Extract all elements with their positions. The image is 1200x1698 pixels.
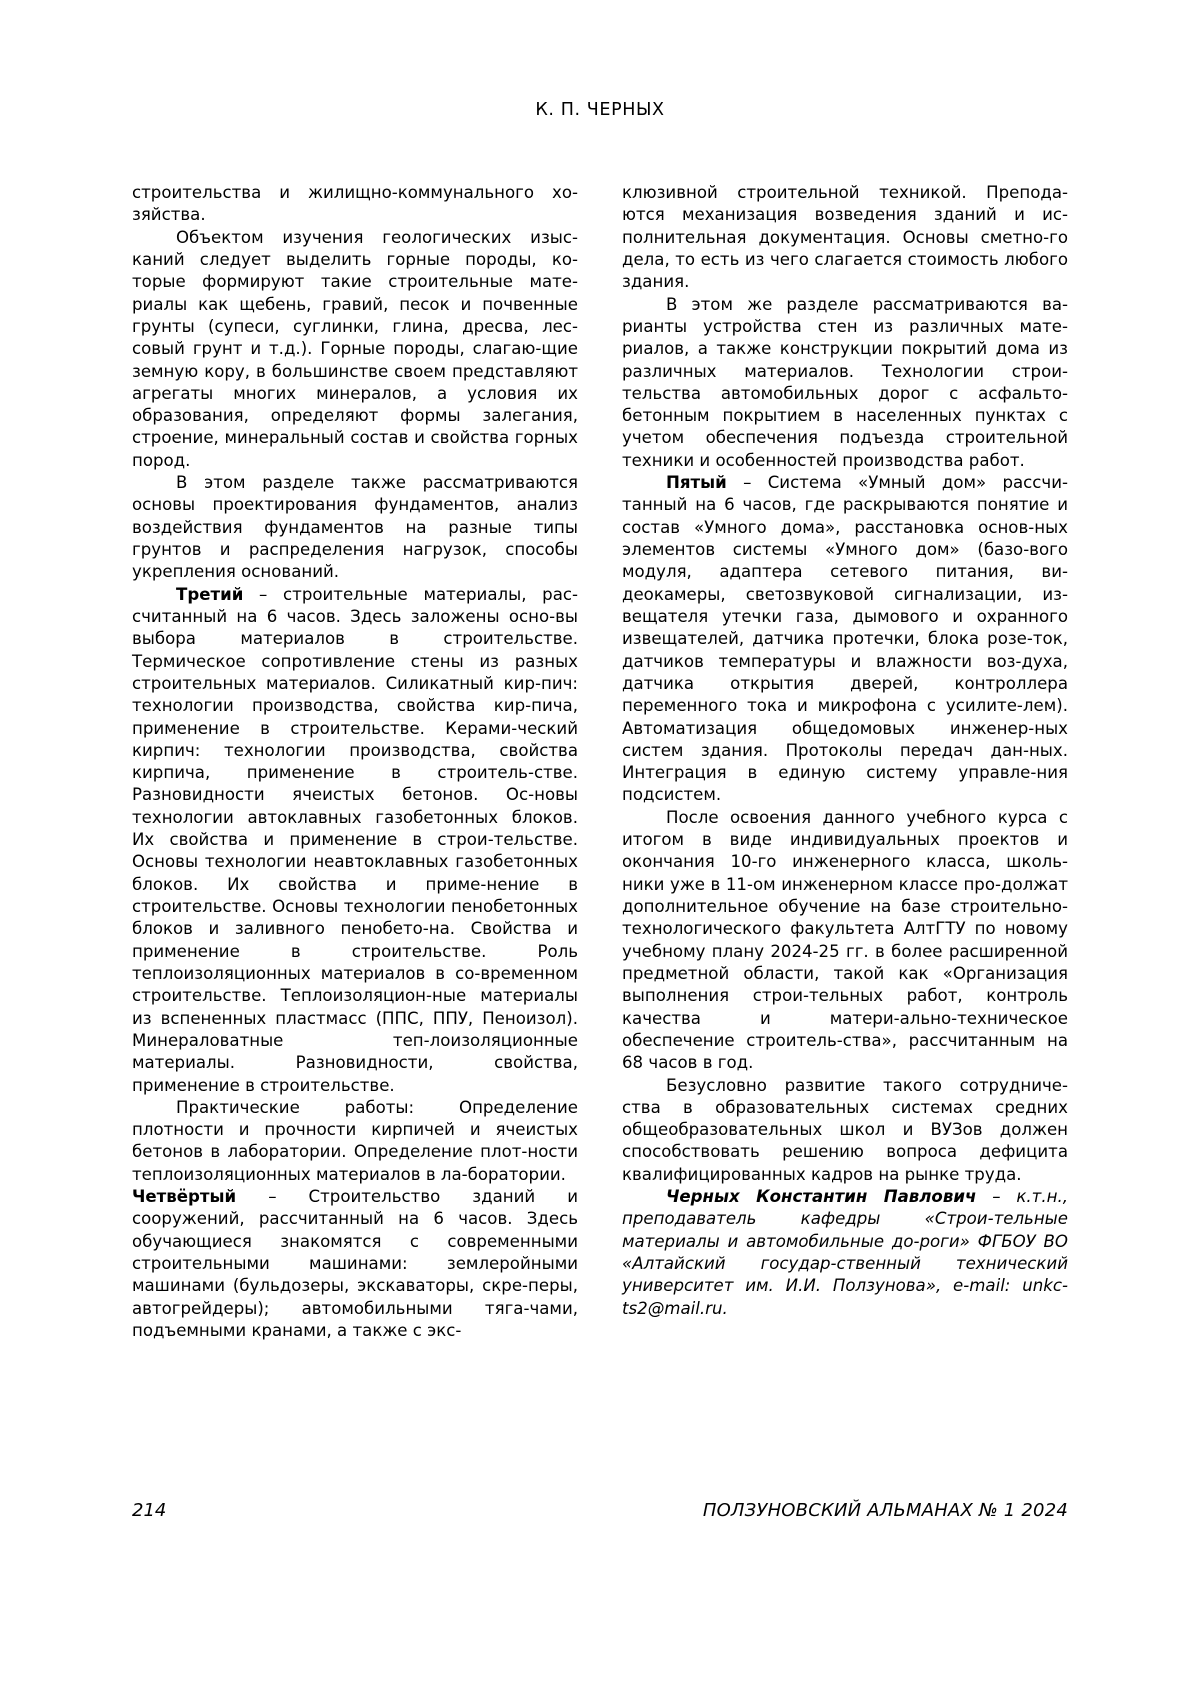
paragraph-text: – строительные материалы, рас-считанный на 6 часов. Здесь заложены осно-вы выбора материалов в строительстве. Термическое сопротивление стены из разных строительных материалов. Силикатный кир-пич: технологии производства, свойства кир-пича, применение в строительстве. Керами-ческий кирпич: технологии производства, свойства кирпича, применение в строитель-стве. Разновидности ячеистых бетонов. Ос-новы технологии автоклавных газобетонных блоков. Их свойства и применение в строи-тельстве. Основы технологии неавтоклавных газобетонных блоков. Их свойства и приме-нение в строительстве. Основы технологии пенобетонных блоков и заливного пенобето-на. Свойства и применение в строительстве. Роль теплоизоляционных материалов в со-временном строительстве. Теплоизоляцион-ные материалы из вспененных пластмасс (ППС, ППУ, Пеноизол). Минераловатные теп-лоизоляционные материалы. Разновидности, свойства, применение в строительстве. <box>132 584 578 1095</box>
paragraph: клюзивной строительной техникой. Препода-ются механизация возведения зданий и ис-полнительная документация. Основы сметно-го дела, то есть из чего слагается стоимость любого здания. <box>622 183 1068 292</box>
paragraph-section-third <box>132 584 578 1097</box>
paragraph: Объектом изучения геологических изыс-каний следует выделить горные породы, ко-торые формируют такие строительные мате-риалы как щебень, гравий, песок и почвенные грунты (супеси, суглинки, глина, дресва, лес-совый грунт и т.д.). Горные породы, слагаю-щие земную кору, в большинстве своем представляют агрегаты многих минералов, а условия их образования, определяют формы залегания, строение, минеральный состав и свойства горных пород. <box>132 227 578 470</box>
section-lead-label: Третий <box>176 584 244 604</box>
author-note <box>622 1186 1068 1320</box>
section-lead-label: Пятый <box>666 473 727 493</box>
paragraph-section-fourth <box>132 1186 578 1342</box>
paragraph: Практические работы: Определение плотности и прочности кирпичей и ячеистых бетонов в лаборатории. Определение плот-ности теплоизоляционных материалов в ла-боратории. <box>132 1097 578 1184</box>
paragraph-text: – Строительство зданий и сооружений, рассчитанный на 6 часов. Здесь обучающиеся знакомятся с современными строительными машинами: землеройными машинами (бульдозеры, экскаваторы, скре-перы, автогрейдеры); автомобильными тяга-чами, подъемными кранами, а также с экс- <box>132 1187 578 1340</box>
left-column <box>132 182 578 1342</box>
author-name: Черных Константин Павлович <box>666 1187 977 1207</box>
right-column <box>622 182 1068 1342</box>
running-head: К. П. ЧЕРНЫХ <box>535 100 665 120</box>
paragraph: строительства и жилищно-коммунального хо-зяйства. <box>132 183 578 225</box>
paragraph: В этом же разделе рассматриваются ва-рианты устройства стен из различных мате-риалов, а также конструкции покрытий дома из различных материалов. Технологии строи-тельства автомобильных дорог с асфальто-бетонным покрытием в населенных пунктах с учетом обеспечения подъезда строительной техники и особенностей производства работ. <box>622 294 1068 470</box>
author-affiliation: – к.т.н., преподаватель кафедры «Строи-тельные материалы и автомобильные до-роги» ФГБОУ ВО «Алтайский государ-ственный технический университет им. И.И. Ползунова», e-mail: unkc-ts2@mail.ru. <box>622 1187 1069 1318</box>
page-number: 214 <box>132 1500 167 1521</box>
journal-title: ПОЛЗУНОВСКИЙ АЛЬМАНАХ № 1 2024 <box>702 1500 1068 1521</box>
two-column-body <box>132 182 1068 1342</box>
section-lead-label: Четвёртый <box>132 1187 237 1207</box>
paragraph: Безусловно развитие такого сотрудниче-ства в образовательных системах средних общеобразовательных школ и ВУЗов должен способствовать решению вопроса дефицита квалифицированных кадров на рынке труда. <box>622 1075 1068 1184</box>
paragraph-section-fifth <box>622 472 1068 807</box>
paragraph: В этом разделе также рассматриваются основы проектирования фундаментов, анализ воздействия фундаментов на разные типы грунтов и распределения нагрузок, способы укрепления оснований. <box>132 473 578 582</box>
page-footer <box>132 1500 1068 1521</box>
paragraph-text: – Система «Умный дом» рассчи-танный на 6 часов, где раскрываются понятие и состав «Умного дома», расстановка основ-ных элементов системы «Умного дом» (базо-вого модуля, адаптера сетевого питания, ви-деокамеры, светозвуковой сигнализации, из-вещателя утечки газа, дымового и охранного извещателей, датчика протечки, блока розе-ток, датчиков температуры и влажности воз-духа, датчика открытия дверей, контроллера переменного тока и микрофона с усилите-лем). Автоматизация общедомовых инженер-ных систем здания. Протоколы передач дан-ных. Интеграция в единую систему управле-ния подсистем. <box>622 473 1068 805</box>
paragraph: После освоения данного учебного курса с итогом в виде индивидуальных проектов и окончания 10-го инженерного класса, школь-ники уже в 11-ом инженерном классе про-должат дополнительное обучение на базе строительно-технологического факультета АлтГТУ по новому учебному плану 2024-25 гг. в более расширенной предметной области, такой как «Организация выполнения строи-тельных работ, контроль качества и матери-ально-техническое обеспечение строитель-ства», рассчитанным на 68 часов в год. <box>622 807 1068 1073</box>
